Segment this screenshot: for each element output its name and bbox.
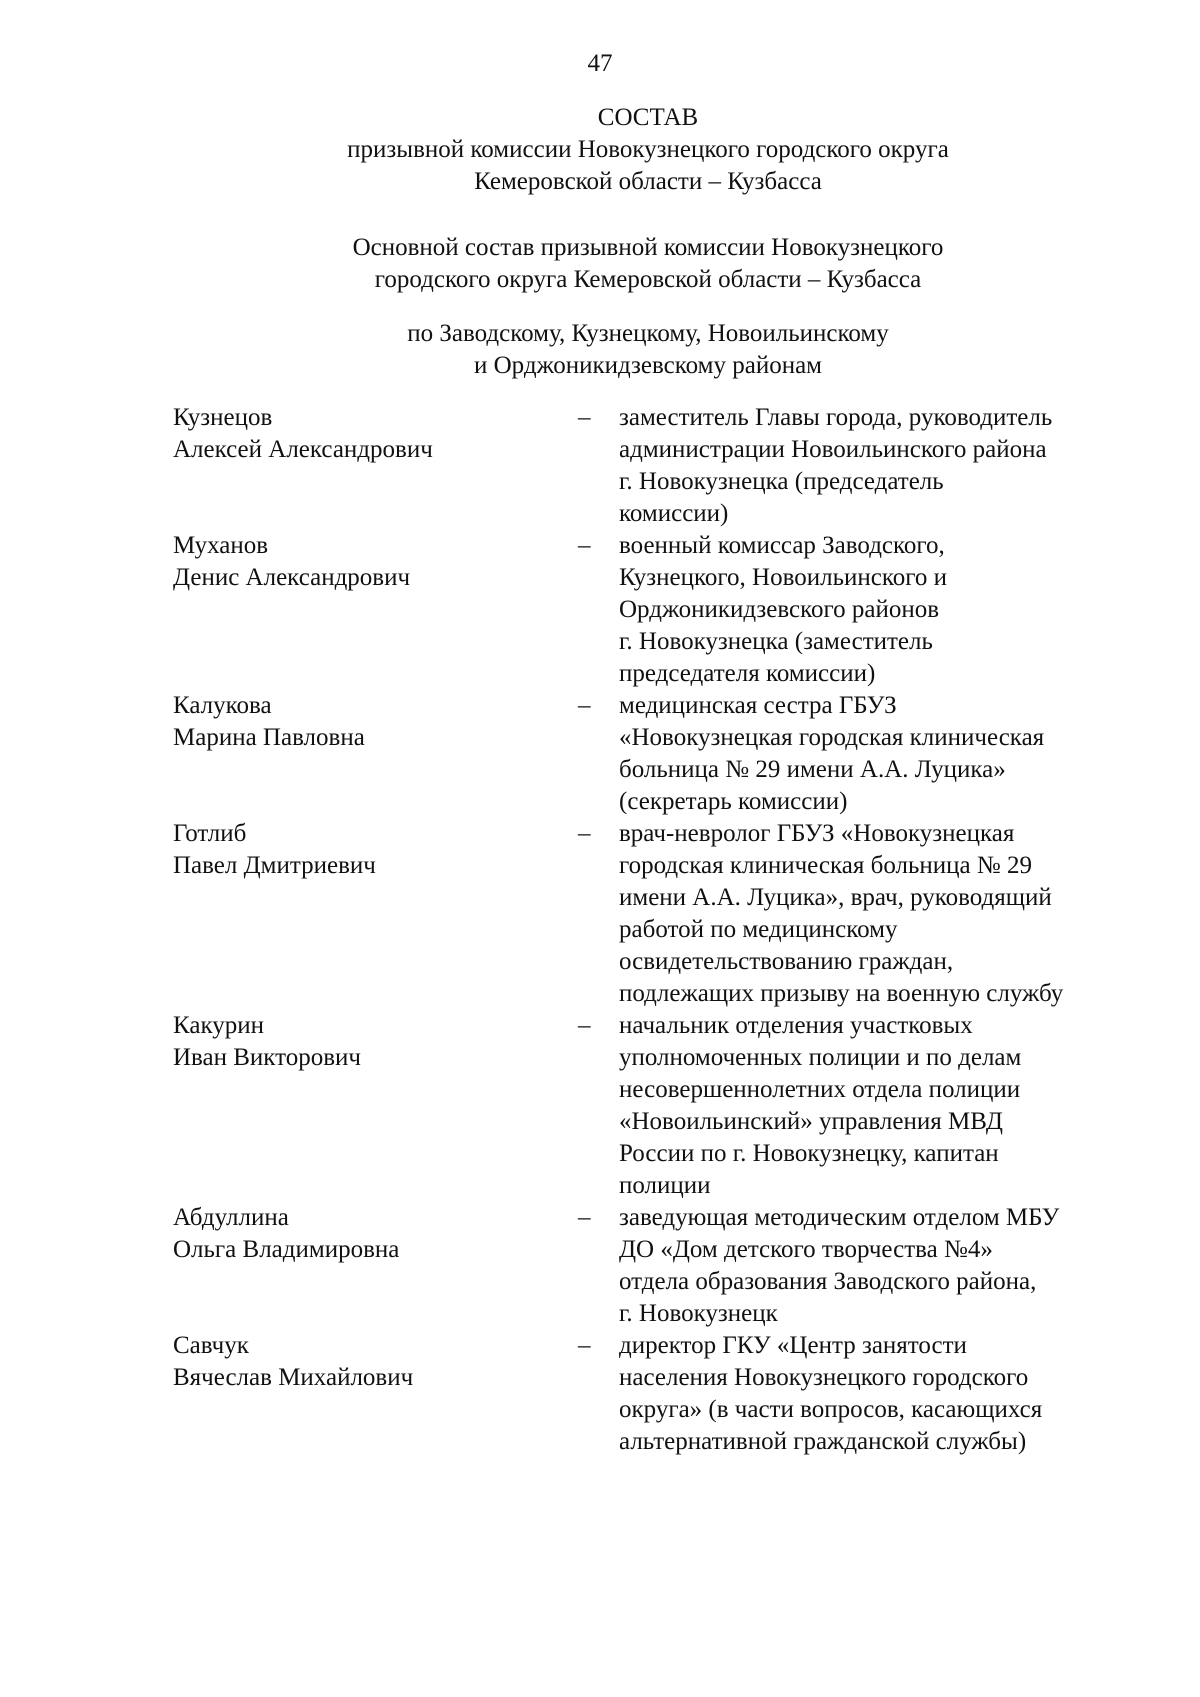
member-surname: Савчук [173, 1332, 249, 1359]
member-role-line: подлежащих призыву на военную службу [619, 980, 1064, 1007]
member-role [619, 1330, 1139, 1458]
member-name [173, 1202, 553, 1266]
member-role-line: г. Новокузнецка (председатель [619, 468, 944, 495]
member-role-line: г. Новокузнецка (заместитель [619, 628, 933, 655]
dash-separator: – [578, 820, 591, 847]
member-entry [0, 818, 1200, 1010]
member-surname: Муханов [173, 532, 269, 559]
member-entry [0, 402, 1200, 530]
member-role-line: Кузнецкого, Новоильинского и [619, 564, 947, 591]
title-line: призывной комиссии Новокузнецкого городского округа [347, 136, 949, 163]
member-role [619, 402, 1139, 530]
member-surname: Калукова [173, 692, 272, 719]
member-role-line: округа» (в части вопросов, касающихся [619, 1396, 1043, 1423]
dash-separator: – [578, 1012, 591, 1039]
member-role-line: отдела образования Заводского района, [619, 1268, 1037, 1295]
member-role-line: заведующая методическим отделом МБУ [619, 1204, 1060, 1231]
member-role-line: уполномоченных полиции и по делам [619, 1044, 1022, 1071]
districts-heading [48, 318, 1200, 382]
member-role-line: начальник отделения участковых [619, 1012, 973, 1039]
member-name [173, 1330, 553, 1394]
member-entry [0, 690, 1200, 818]
member-role-line: врач-невролог ГБУЗ «Новокузнецкая [619, 820, 1015, 847]
member-role-line: администрации Новоильинского района [619, 436, 1047, 463]
member-name [173, 402, 553, 466]
dash-separator: – [578, 404, 591, 431]
districts-heading-line: по Заводскому, Кузнецкому, Новоильинскому [407, 320, 889, 347]
member-given-names: Ольга Владимировна [173, 1236, 400, 1263]
page-number: 47 [587, 50, 613, 77]
member-role-line: ДО «Дом детского творчества №4» [619, 1236, 993, 1263]
member-given-names: Павел Дмитриевич [173, 852, 376, 879]
dash-separator: – [578, 1204, 591, 1231]
member-role [619, 1202, 1139, 1330]
member-given-names: Алексей Александрович [173, 436, 433, 463]
member-surname: Абдуллина [173, 1204, 289, 1231]
member-role [619, 530, 1139, 690]
member-role-line: работой по медицинскому [619, 916, 898, 943]
member-role-line: населения Новокузнецкого городского [619, 1364, 1029, 1391]
member-role-line: директор ГКУ «Центр занятости [619, 1332, 967, 1359]
member-role-line: городская клиническая больница № 29 [619, 852, 1032, 879]
member-role [619, 818, 1139, 1010]
section-heading-line: Основной состав призывной комиссии Новокузнецкого [352, 234, 944, 261]
member-role-line: медицинская сестра ГБУЗ [619, 692, 897, 719]
member-role-line: освидетельствованию граждан, [619, 948, 954, 975]
member-role-line: полиции [619, 1172, 711, 1199]
members-list [0, 402, 1200, 1458]
member-role-line: заместитель Главы города, руководитель [619, 404, 1053, 431]
member-given-names: Марина Павловна [173, 724, 365, 751]
member-name [173, 690, 553, 754]
member-surname: Какурин [173, 1012, 264, 1039]
member-surname: Кузнецов [173, 404, 273, 431]
member-role-line: военный комиссар Заводского, [619, 532, 945, 559]
member-given-names: Иван Викторович [173, 1044, 361, 1071]
member-given-names: Денис Александрович [173, 564, 411, 591]
member-entry [0, 530, 1200, 690]
member-role-line: «Новоильинский» управления МВД [619, 1108, 1003, 1135]
member-name [173, 530, 553, 594]
member-role-line: России по г. Новокузнецку, капитан [619, 1140, 999, 1167]
member-role-line: несовершеннолетних отдела полиции [619, 1076, 1021, 1103]
member-role-line: альтернативной гражданской службы) [619, 1428, 1027, 1455]
document-title [48, 102, 1200, 198]
member-role-line: «Новокузнецкая городская клиническая [619, 724, 1045, 751]
title-line: Кемеровской области – Кузбасса [474, 168, 822, 195]
dash-separator: – [578, 532, 591, 559]
districts-heading-line: и Орджоникидзевскому районам [474, 352, 822, 379]
member-role-line: больница № 29 имени А.А. Луцика» [619, 756, 1006, 783]
dash-separator: – [578, 692, 591, 719]
member-name [173, 818, 553, 882]
member-role-line: комиссии) [619, 500, 729, 527]
member-role-line: председателя комиссии) [619, 660, 876, 687]
member-surname: Готлиб [173, 820, 247, 847]
member-entry [0, 1330, 1200, 1458]
member-role [619, 1010, 1139, 1202]
member-name [173, 1010, 553, 1074]
member-role-line: г. Новокузнецк [619, 1300, 778, 1327]
member-entry [0, 1202, 1200, 1330]
title-line: СОСТАВ [597, 104, 699, 131]
member-role-line: имени А.А. Луцика», врач, руководящий [619, 884, 1052, 911]
member-role-line: (секретарь комиссии) [619, 788, 848, 815]
member-entry [0, 1010, 1200, 1202]
section-heading-line: городского округа Кемеровской области – Кузбасса [374, 266, 922, 293]
member-role [619, 690, 1139, 818]
member-role-line: Орджоникидзевского районов [619, 596, 940, 623]
dash-separator: – [578, 1332, 591, 1359]
member-given-names: Вячеслав Михайлович [173, 1364, 414, 1391]
section-heading [48, 232, 1200, 296]
